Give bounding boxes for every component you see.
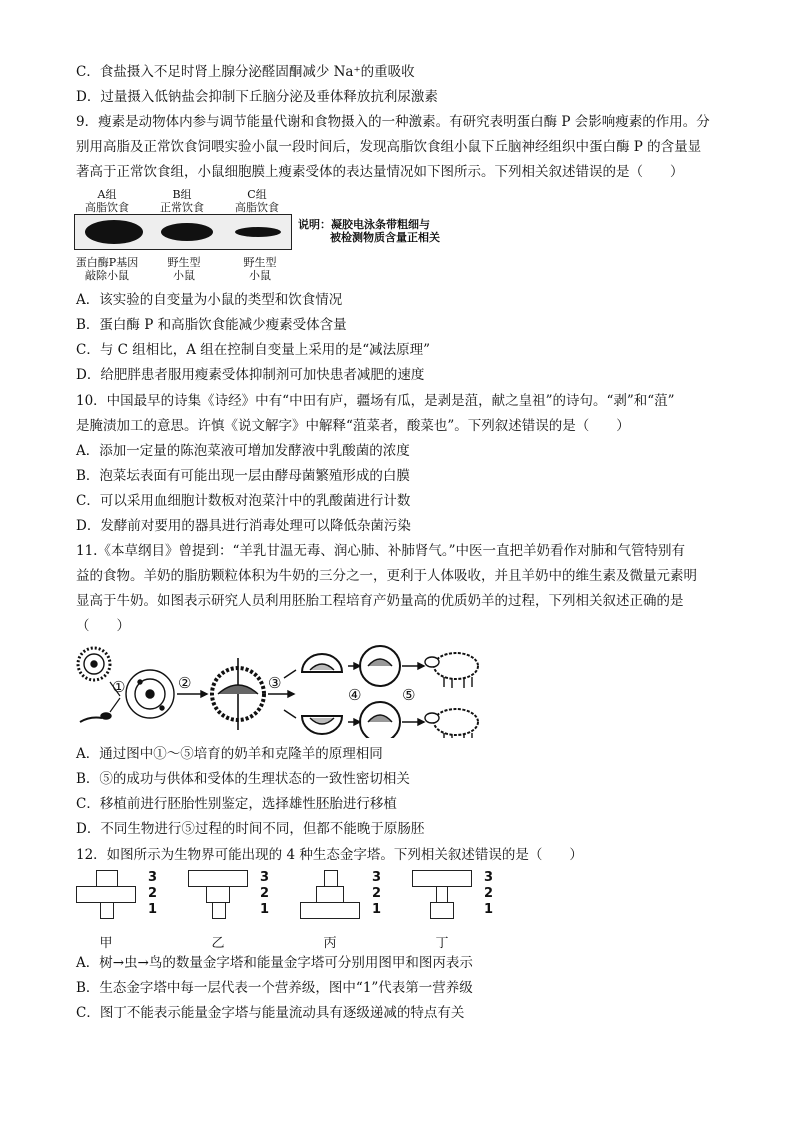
pyramid-ding-caption: 丁 bbox=[435, 936, 449, 951]
q9-option-a: A．该实验的自变量为小鼠的类型和饮食情况 bbox=[76, 292, 343, 308]
q9-stem-line2: 别用高脂及正常饮食饲喂实验小鼠一段时间后，发现高脂饮食组小鼠下丘脑神经组织中蛋白酶 P 的含量显 bbox=[76, 139, 702, 155]
step-4-label: ④ bbox=[348, 686, 362, 704]
blot-group-b-header: B组 正常饮食 bbox=[160, 188, 204, 214]
q10-option-d: D．发酵前对要用的器具进行消毒处理可以降低杂菌污染 bbox=[76, 518, 411, 534]
blot-group-c-footer: 野生型 小鼠 bbox=[243, 256, 277, 282]
q11-stem-line3: 显高于牛奶。如图表示研究人员利用胚胎工程培育产奶量高的优质奶羊的过程，下列相关叙述正确的是 bbox=[76, 593, 684, 609]
q11-stem-line4: （ ） bbox=[76, 618, 130, 634]
q9-stem-line1: 9．瘦素是动物体内参与调节能量代谢和食物摄入的一种激素。有研究表明蛋白酶 P 会影响瘦素的作用。分 bbox=[76, 114, 710, 130]
q12-stem: 12．如图所示为生物界可能出现的 4 种生态金字塔。下列相关叙述错误的是（ ） bbox=[76, 847, 583, 863]
step-3-label: ③ bbox=[268, 674, 282, 692]
band-a bbox=[85, 220, 143, 244]
band-b bbox=[161, 223, 213, 241]
q10-option-c: C．可以采用血细胞计数板对泡菜汁中的乳酸菌进行计数 bbox=[76, 493, 411, 509]
q12-option-b: B．生态金字塔中每一层代表一个营养级，图中“1”代表第一营养级 bbox=[76, 980, 473, 996]
band-c bbox=[235, 227, 281, 237]
blot-group-a-footer: 蛋白酶P基因 敲除小鼠 bbox=[75, 256, 139, 282]
q12-option-a: A．树→虫→鸟的数量金字塔和能量金字塔可分别用图甲和图丙表示 bbox=[76, 955, 473, 971]
step-1-label: ① bbox=[112, 678, 126, 696]
q8-option-c: C．食盐摄入不足时肾上腺分泌醛固酮减少 Na⁺的重吸收 bbox=[76, 64, 415, 80]
q11-option-b: B．⑤的成功与供体和受体的生理状态的一致性密切相关 bbox=[76, 771, 410, 787]
embryo-engineering-diagram bbox=[72, 642, 492, 738]
western-blot-figure bbox=[72, 188, 542, 288]
blot-note: 说明：凝胶电泳条带粗细与 被检测物质含量正相关 bbox=[298, 218, 440, 244]
blot-group-a-header: A组 高脂饮食 bbox=[85, 188, 129, 214]
q11-option-c: C．移植前进行胚胎性别鉴定，选择雄性胚胎进行移植 bbox=[76, 796, 397, 812]
pyramid-ding: 3 2 1 丁 bbox=[412, 870, 522, 950]
q10-stem-line2: 是腌渍加工的意思。许慎《说文解字》中解释“菹菜者，酸菜也”。下列叙述错误的是（ ） bbox=[76, 418, 630, 434]
q9-option-c: C．与 C 组相比，A 组在控制自变量上采用的是“减法原理” bbox=[76, 342, 431, 358]
blot-group-b-footer: 野生型 小鼠 bbox=[167, 256, 201, 282]
pyramid-bing: 3 2 1 丙 bbox=[300, 870, 410, 950]
q10-option-b: B．泡菜坛表面有可能出现一层由酵母菌繁殖形成的白膜 bbox=[76, 468, 410, 484]
q11-option-a: A．通过图中①～⑤培育的奶羊和克隆羊的原理相同 bbox=[76, 746, 383, 762]
q12-option-c: C．图丁不能表示能量金字塔与能量流动具有逐级递减的特点有关 bbox=[76, 1005, 465, 1021]
step-5-label: ⑤ bbox=[402, 686, 416, 704]
q11-option-d: D．不同生物进行⑤过程的时间不同，但都不能晚于原肠胚 bbox=[76, 821, 425, 837]
q9-stem-line3: 著高于正常饮食组，小鼠细胞膜上瘦素受体的表达量情况如下图所示。下列相关叙述错误的是（ ） bbox=[76, 164, 684, 180]
q9-option-d: D．给肥胖患者服用瘦素受体抑制剂可加快患者减肥的速度 bbox=[76, 367, 425, 383]
q10-stem-line1: 10．中国最早的诗集《诗经》中有“中田有庐，疆场有瓜，是剥是菹，献之皇祖”的诗句。“剥”和“菹” bbox=[76, 393, 675, 409]
q11-stem-line2: 益的食物。羊奶的脂肪颗粒体积为牛奶的三分之一，更利于人体吸收，并且羊奶中的维生素及微量元素明 bbox=[76, 568, 697, 584]
q10-option-a: A．添加一定量的陈泡菜液可增加发酵液中乳酸菌的浓度 bbox=[76, 443, 410, 459]
q11-stem-line1: 11.《本草纲目》曾提到：“羊乳甘温无毒、润心肺、补肺肾气。”中医一直把羊奶看作对肺和气管特别有 bbox=[76, 543, 686, 559]
pyramid-yi: 3 2 1 乙 bbox=[188, 870, 298, 950]
pyramid-jia-caption: 甲 bbox=[99, 936, 113, 951]
gel-strip bbox=[74, 214, 292, 250]
blot-group-c-header: C组 高脂饮食 bbox=[235, 188, 279, 214]
q9-option-b: B．蛋白酶 P 和高脂饮食能减少瘦素受体含量 bbox=[76, 317, 347, 333]
q8-option-d: D．过量摄入低钠盐会抑制下丘脑分泌及垂体释放抗利尿激素 bbox=[76, 89, 438, 105]
pyramid-bing-caption: 丙 bbox=[323, 936, 337, 951]
pyramid-jia: 3 2 1 甲 bbox=[76, 870, 186, 950]
pyramid-yi-caption: 乙 bbox=[211, 936, 225, 951]
step-2-label: ② bbox=[178, 674, 192, 692]
